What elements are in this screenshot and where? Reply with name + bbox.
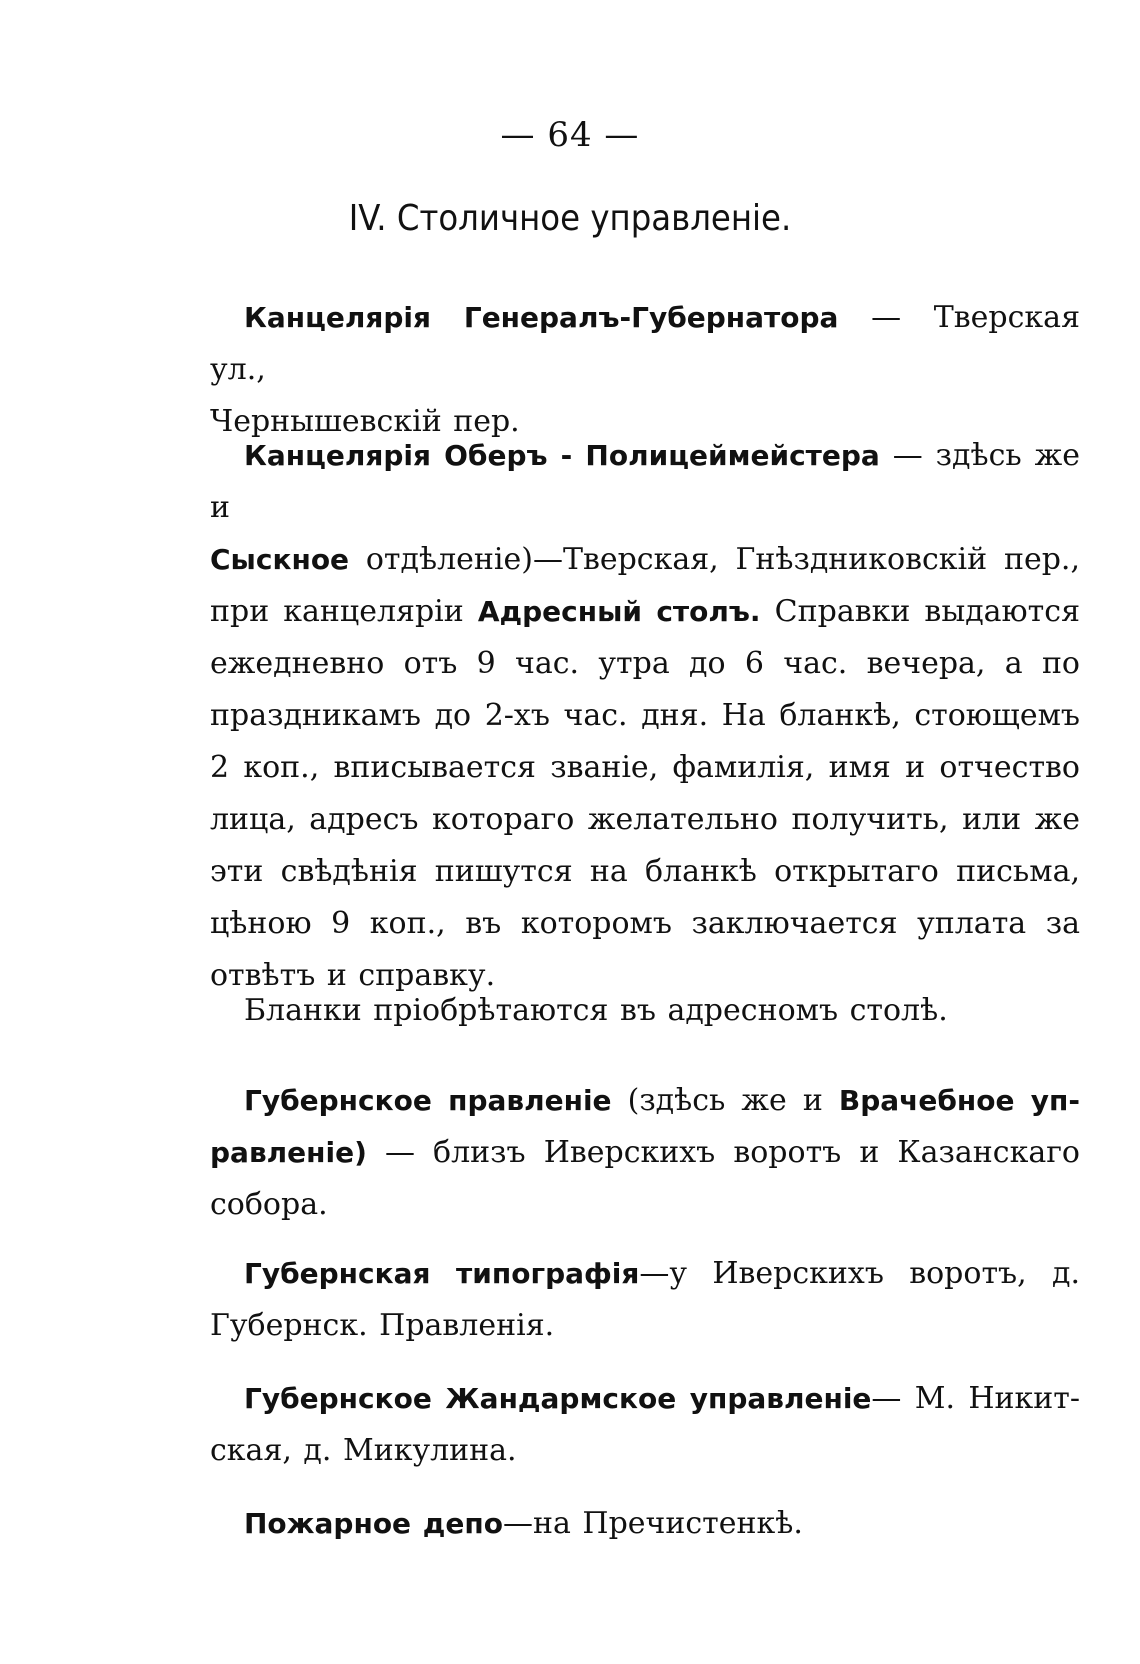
entry-heading: Губернская типографія <box>244 1257 640 1290</box>
entry-line: лица, адресъ котораго желательно получить, или же <box>210 802 1080 837</box>
entry-line: эти свѣдѣнія пишутся на бланкѣ открытаго письма, <box>210 854 1080 889</box>
entry-line <box>210 1248 1080 1300</box>
entry-line: цѣною 9 коп., въ которомъ заключается уплата за <box>210 906 1080 941</box>
entry-line: Бланки пріобрѣтаются въ адресномъ столѣ. <box>244 993 948 1028</box>
entry-line <box>210 1127 1080 1179</box>
entry-line <box>210 430 1080 534</box>
entry-line <box>210 534 1080 586</box>
entry-line <box>210 1373 1080 1425</box>
entry-line: отвѣтъ и справку. <box>210 958 496 993</box>
entry-text: — здѣсь же и <box>210 438 1080 525</box>
entry-heading: Канцелярія Генералъ-Губернатора <box>244 301 839 334</box>
entry-provincial-board <box>210 1075 1080 1231</box>
entry-line: 2 коп., вписывается званіе, фамилія, имя и отчество <box>210 750 1080 785</box>
entry-line: ежедневно отъ 9 час. утра до 6 час. вечера, а по <box>210 646 1080 681</box>
entry-gendarme-board <box>210 1373 1080 1477</box>
entry-blanks-note <box>210 985 1080 1037</box>
entry-line: Губернск. Правленія. <box>210 1308 555 1343</box>
entry-heading: Сыскное <box>210 543 350 576</box>
entry-line <box>210 1498 1080 1550</box>
entry-line <box>210 292 1080 396</box>
entry-heading: Губернское Жандармское управленіе <box>244 1382 872 1415</box>
entry-heading: равленіе) <box>210 1136 367 1169</box>
entry-text: — М. Никит- <box>871 1381 1080 1416</box>
entry-governor-general-chancellery <box>210 292 1080 448</box>
entry-heading: Пожарное депо <box>244 1507 503 1540</box>
section-title: IV. Столичное управленіе. <box>348 198 792 239</box>
entry-heading: Губернское правленіе <box>244 1084 612 1117</box>
entry-line: Чернышевскій пер. <box>210 404 520 439</box>
entry-line: собора. <box>210 1187 328 1222</box>
entry-text: — Тверская ул., <box>210 300 1080 387</box>
entry-heading: Канцелярія Оберъ - Полицеймейстера <box>244 439 880 472</box>
entry-text: — близъ Иверскихъ воротъ и Казанскаго <box>366 1135 1080 1170</box>
entry-fire-depot <box>210 1498 1080 1550</box>
entry-text: —у Иверскихъ воротъ, д. <box>639 1256 1080 1291</box>
entry-line: ская, д. Микулина. <box>210 1433 517 1468</box>
entry-line <box>210 586 1080 638</box>
entry-heading: Врачебное уп- <box>838 1084 1080 1117</box>
entry-text: Справки выдаются <box>760 594 1080 629</box>
entry-text: отдѣленіе)—Тверская, Гнѣздниковскій пер., <box>349 542 1080 577</box>
entry-heading: Адресный столъ. <box>477 595 761 628</box>
entry-text: при канцеляріи <box>210 594 478 629</box>
entry-text: —на Пречистенкѣ. <box>502 1506 803 1541</box>
entry-line: праздникамъ до 2-хъ час. дня. На бланкѣ, стоющемъ <box>210 698 1080 733</box>
entry-provincial-printing-house <box>210 1248 1080 1352</box>
entry-line <box>210 1075 1080 1127</box>
page-number: — 64 — <box>500 115 640 155</box>
entry-police-chief-chancellery <box>210 430 1080 1002</box>
entry-text: (здѣсь же и <box>611 1083 839 1118</box>
